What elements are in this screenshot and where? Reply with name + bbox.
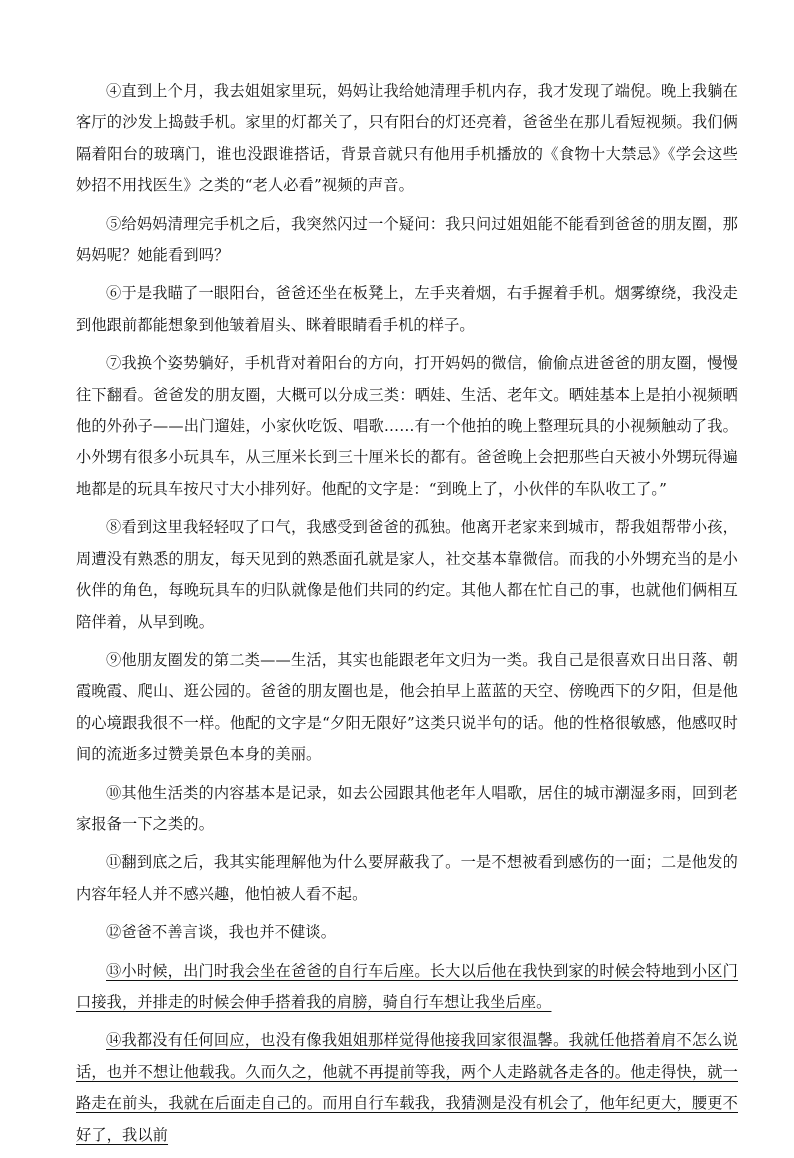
paragraph-8-text: ⑧看到这里我轻轻叹了口气，我感受到爸爸的孤独。他离开老家来到城市，帮我姐帮带小孩，周遭没有熟悉的朋友，每天见到的熟悉面孔就是家人，社交基本靠微信。而我的小外甥充当的是小伙伴的角色，每晚玩具车的归队就像是他们共同的约定。其他人都在忙自己的事，也就他们俩相互陪伴着，从早到晚。 — [76, 518, 738, 631]
paragraph-7-text: ⑦我换个姿势躺好，手机背对着阳台的方向，打开妈妈的微信，偷偷点进爸爸的朋友圈，慢慢往下翻看。爸爸发的朋友圈，大概可以分成三类：晒娃、生活、老年文。晒娃基本上是拍小视频晒他的外孙子——出门遛娃，小家伙吃饭、唱歌……有一个他拍的晚上整理玩具的小视频触动了我。小外甥有很多小玩具车，从三厘米长到三十厘米长的都有。爸爸晚上会把那些白天被小外甥玩得遍地都是的玩具车按尺寸大小排列好。他配的文字是：“到晚上了，小伙伴的车队收工了。” — [76, 354, 738, 498]
paragraph-13-underlined — [76, 956, 738, 1019]
paragraph-9 — [76, 645, 738, 771]
paragraph-10-text: ⑩其他生活类的内容基本是记录，如去公园跟其他老年人唱歌，居住的城市潮湿多雨，回到老家报备一下之类的。 — [76, 783, 738, 833]
paragraph-14-underlined — [76, 1025, 738, 1151]
paragraph-5-text: ⑤给妈妈清理完手机之后，我突然闪过一个疑问：我只问过姐姐能不能看到爸爸的朋友圈，那妈妈呢？她能看到吗？ — [76, 214, 738, 265]
paragraph-11 — [76, 847, 738, 910]
paragraph-7 — [76, 348, 738, 505]
paragraph-10 — [76, 778, 738, 841]
paragraph-4 — [76, 76, 738, 202]
document-body — [76, 76, 738, 1158]
paragraph-4-text: ④直到上个月，我去姐姐家里玩，妈妈让我给她清理手机内存，我才发现了端倪。晚上我躺在客厅的沙发上捣鼓手机。家里的灯都关了，只有阳台的灯还亮着，爸爸坐在那儿看短视频。我们俩隔着阳台的玻璃门，谁也没跟谁搭话，背景音就只有他用手机播放的《食物十大禁忌》《学会这些妙招不用找医生》之类的“老人必看”视频的声音。 — [76, 82, 738, 195]
paragraph-5 — [76, 209, 738, 272]
paragraph-8 — [76, 512, 738, 638]
paragraph-13-text: ⑬小时候，出门时我会坐在爸爸的自行车后座。长大以后他在我快到家的时候会特地到小区门口接我，并排走的时候会伸手搭着我的肩膀，骑自行车想让我坐后座。 — [76, 961, 738, 1011]
paragraph-6 — [76, 278, 738, 341]
paragraph-14-text: ⑭我都没有任何回应，也没有像我姐姐那样觉得他接我回家很温馨。我就任他搭着肩不怎么说话，也并不想让他载我。久而久之，他就不再提前等我，两个人走路就各走各的。他走得快，就一路走在前头，我就在后面走自己的。而用自行车载我，我猜测是没有机会了，他年纪更大，腰更不好了，我以前 — [76, 1031, 738, 1144]
paragraph-6-text: ⑥于是我瞄了一眼阳台，爸爸还坐在板凳上，左手夹着烟，右手握着手机。烟雾缭绕，我没走到他跟前都能想象到他皱着眉头、眯着眼睛看手机的样子。 — [76, 284, 738, 334]
paragraph-12 — [76, 917, 738, 948]
paragraph-11-text: ⑪翻到底之后，我其实能理解他为什么要屏蔽我了。一是不想被看到感伤的一面；二是他发的内容年轻人并不感兴趣，他怕被人看不起。 — [76, 853, 738, 903]
paragraph-9-text: ⑨他朋友圈发的第二类——生活，其实也能跟老年文归为一类。我自己是很喜欢日出日落、朝霞晚霞、爬山、逛公园的。爸爸的朋友圈也是，他会拍早上蓝蓝的天空、傍晚西下的夕阳，但是他的心境跟我很不一样。他配的文字是“夕阳无限好”这类只说半句的话。他的性格很敏感，他感叹时间的流逝多过赞美景色本身的美丽。 — [76, 650, 738, 764]
paragraph-12-text: ⑫爸爸不善言谈，我也并不健谈。 — [106, 923, 337, 942]
